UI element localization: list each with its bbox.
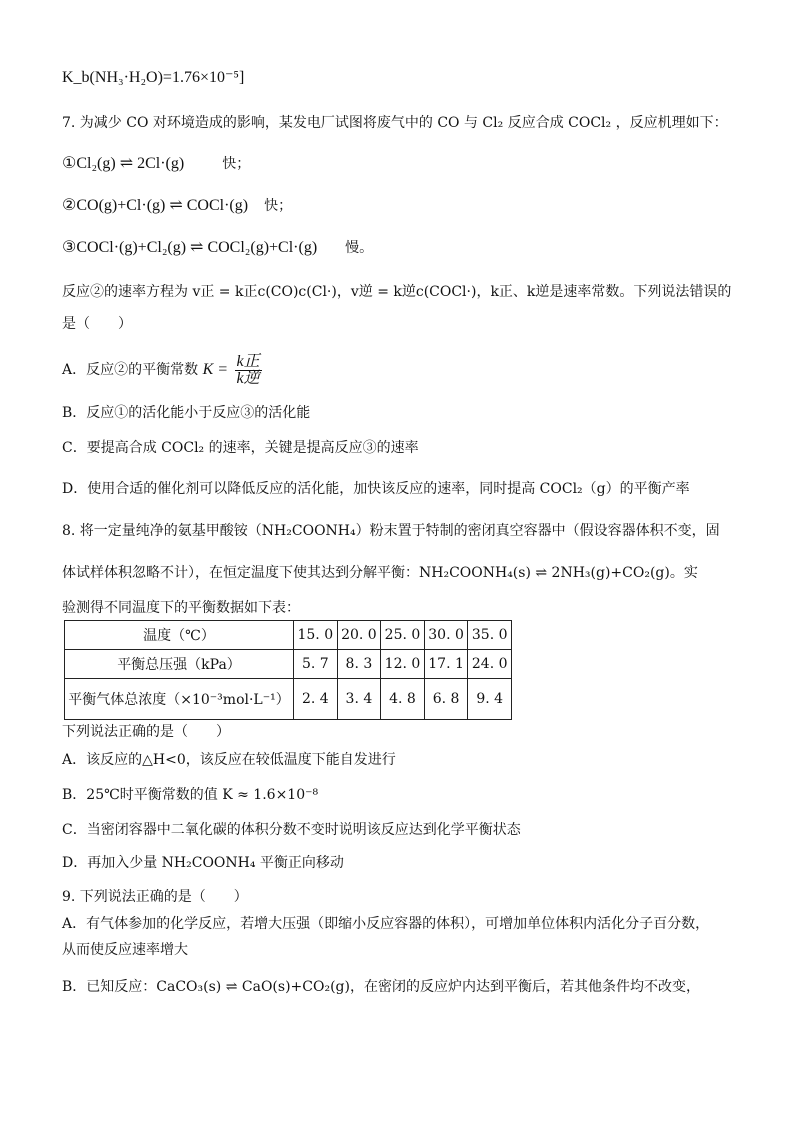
q7-step3-speed: 慢。: [345, 241, 374, 256]
q7-step1-speed: 快；: [222, 157, 251, 172]
q7-step2: [62, 196, 292, 217]
q7-option-a-text: A．反应②的平衡常数: [62, 362, 199, 378]
q9-option-b: B．已知反应：CaCO₃(s) ⇌ CaO(s)+CO₂(g)，在密闭的反应炉内达到平衡后，若其他条件均不改变，: [62, 979, 700, 995]
equilibrium-data-table: [64, 620, 512, 720]
table-cell: 5. 7: [294, 650, 338, 679]
q8-stem-line3: 验测得不同温度下的平衡数据如下表：: [62, 600, 300, 616]
kb-formula: K_b(NH₃·H₂O)=1.76×10⁻⁵]: [62, 69, 245, 86]
q8-option-a: A．该反应的△H<0，该反应在较低温度下能自发进行: [62, 752, 396, 768]
table-cell: 20. 0: [337, 621, 381, 650]
table-row: [65, 650, 512, 679]
q8-stem-line2: 体试样体积忽略不计），在恒定温度下使其达到分解平衡：NH₂COONH₄(s) ⇌ 2NH₃(g)+CO₂(g)。实: [62, 565, 698, 581]
table-cell: 3. 4: [337, 679, 381, 720]
table-cell: 6. 8: [424, 679, 468, 720]
table-cell: 30. 0: [424, 621, 468, 650]
q9-option-a-line1: A．有气体参加的化学反应，若增大压强（即缩小反应容器的体积），可增加单位体积内活化分子百分数，: [62, 916, 710, 932]
table-cell: 24. 0: [468, 650, 512, 679]
q7-option-b: B．反应①的活化能小于反应③的活化能: [62, 405, 311, 421]
table-cell: 8. 3: [337, 650, 381, 679]
table-cell: 17. 1: [424, 650, 468, 679]
q9-stem: 9. 下列说法正确的是（ ）: [62, 889, 248, 905]
q7-stem: 7. 为减少 CO 对环境造成的影响，某发电厂试图将废气中的 CO 与 Cl₂ 反应合成 COCl₂ ，反应机理如下：: [62, 115, 728, 131]
table-cell: 2. 4: [294, 679, 338, 720]
q7-option-a: [62, 352, 262, 388]
q7-step1-equation: ①Cl₂(g) ⇌ 2Cl·(g): [62, 155, 185, 172]
q7-rate-equation-cont: 是（ ）: [62, 316, 132, 332]
q8-option-c: C．当密闭容器中二氧化碳的体积分数不变时说明该反应达到化学平衡状态: [62, 822, 521, 838]
q8-stem-line1: 8. 将一定量纯净的氨基甲酸铵（NH₂COONH₄）粉末置于特制的密闭真空容器中（假设容器体积不变，固: [62, 523, 720, 539]
q8-option-d: D．再加入少量 NH₂COONH₄ 平衡正向移动: [62, 855, 344, 871]
table-cell: 35. 0: [468, 621, 512, 650]
q7-option-a-k: K =: [202, 361, 229, 378]
table-cell: 25. 0: [381, 621, 425, 650]
row-header: 平衡气体总浓度（×10⁻³mol·L⁻¹）: [65, 679, 294, 720]
q7-step2-equation: ②CO(g)+Cl·(g) ⇌ COCl·(g): [62, 197, 249, 214]
row-header: 平衡总压强（kPa）: [65, 650, 294, 679]
q8-option-b: B．25℃时平衡常数的值 K ≈ 1.6×10⁻⁸: [62, 787, 319, 803]
q9-option-a-line2: 从而使反应速率增大: [62, 942, 188, 958]
row-header: 温度（℃）: [65, 621, 294, 650]
q7-option-c: C．要提高合成 COCl₂ 的速率，关键是提高反应③的速率: [62, 440, 419, 456]
table-cell: 15. 0: [294, 621, 338, 650]
q7-step3-equation: ③COCl·(g)+Cl₂(g) ⇌ COCl₂(g)+Cl·(g): [62, 239, 318, 256]
q7-option-d: D．使用合适的催化剂可以降低反应的活化能，加快该反应的速率，同时提高 COCl₂（g）的平衡产率: [62, 481, 690, 497]
table-row: [65, 679, 512, 720]
q7-option-a-fraction: [235, 354, 262, 387]
table-cell: 9. 4: [468, 679, 512, 720]
table-cell: 4. 8: [381, 679, 425, 720]
q7-step1: [62, 154, 250, 175]
table-cell: 12. 0: [381, 650, 425, 679]
q7-option-a-denominator: k逆: [236, 369, 260, 387]
q7-step3: [62, 238, 373, 259]
q8-question: 下列说法正确的是（ ）: [62, 724, 230, 740]
q7-option-a-numerator: k正: [236, 352, 260, 370]
table-row: [65, 621, 512, 650]
q7-rate-equation: 反应②的速率方程为 v正 = k正c(CO)c(Cl·)，v逆 = k逆c(COCl·)，k正、k逆是速率常数。下列说法错误的: [62, 284, 732, 300]
q7-step2-speed: 快；: [264, 199, 293, 214]
